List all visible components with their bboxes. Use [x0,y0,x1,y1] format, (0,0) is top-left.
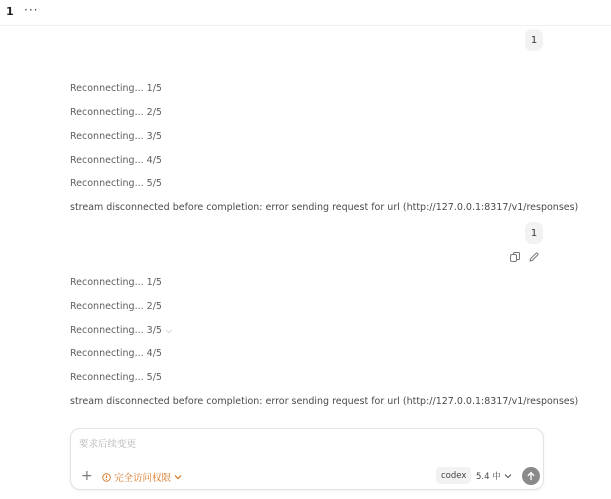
user-message-bubble: 1 [525,222,543,244]
status-line: Reconnecting... 5/5 [70,178,162,189]
send-button[interactable] [522,467,540,485]
status-line: Reconnecting... 2/5 [70,301,162,312]
model-label: 5.4 中 [476,472,501,482]
chevron-down-icon [174,474,182,480]
status-line: Reconnecting... 5/5 [70,372,162,383]
status-line-expandable[interactable] [70,325,172,336]
add-attachment-button[interactable]: + [81,468,93,484]
status-line: Reconnecting... 2/5 [70,107,162,118]
chevron-down-icon [504,473,512,479]
error-message: stream disconnected before completion: error sending request for url (http://127.0.0.1:8317/v1/responses) [70,396,579,407]
edit-icon[interactable] [528,251,540,263]
permission-label: 完全访问权限 [114,473,172,484]
top-bar [0,0,611,26]
model-selector[interactable] [476,470,512,482]
status-line-text: Reconnecting... 3/5 [70,325,162,336]
user-message-bubble: 1 [525,29,543,51]
composer [70,428,544,490]
agent-badge: codex [436,467,471,484]
more-options-button[interactable]: ··· [24,3,39,17]
status-line: Reconnecting... 1/5 [70,83,162,94]
error-message: stream disconnected before completion: error sending request for url (http://127.0.0.1:8317/v1/responses) [70,202,579,213]
chevron-down-icon[interactable]: ⌵ [165,326,173,335]
permission-dropdown[interactable] [102,470,182,484]
status-line: Reconnecting... 3/5 [70,131,162,142]
warning-circle-icon [102,473,111,482]
arrow-up-icon [526,471,536,481]
thread-title: 1 [6,5,14,18]
status-line: Reconnecting... 4/5 [70,348,162,359]
copy-icon[interactable] [509,251,521,263]
status-line: Reconnecting... 1/5 [70,277,162,288]
follow-up-input[interactable] [79,436,529,452]
status-line: Reconnecting... 4/5 [70,155,162,166]
